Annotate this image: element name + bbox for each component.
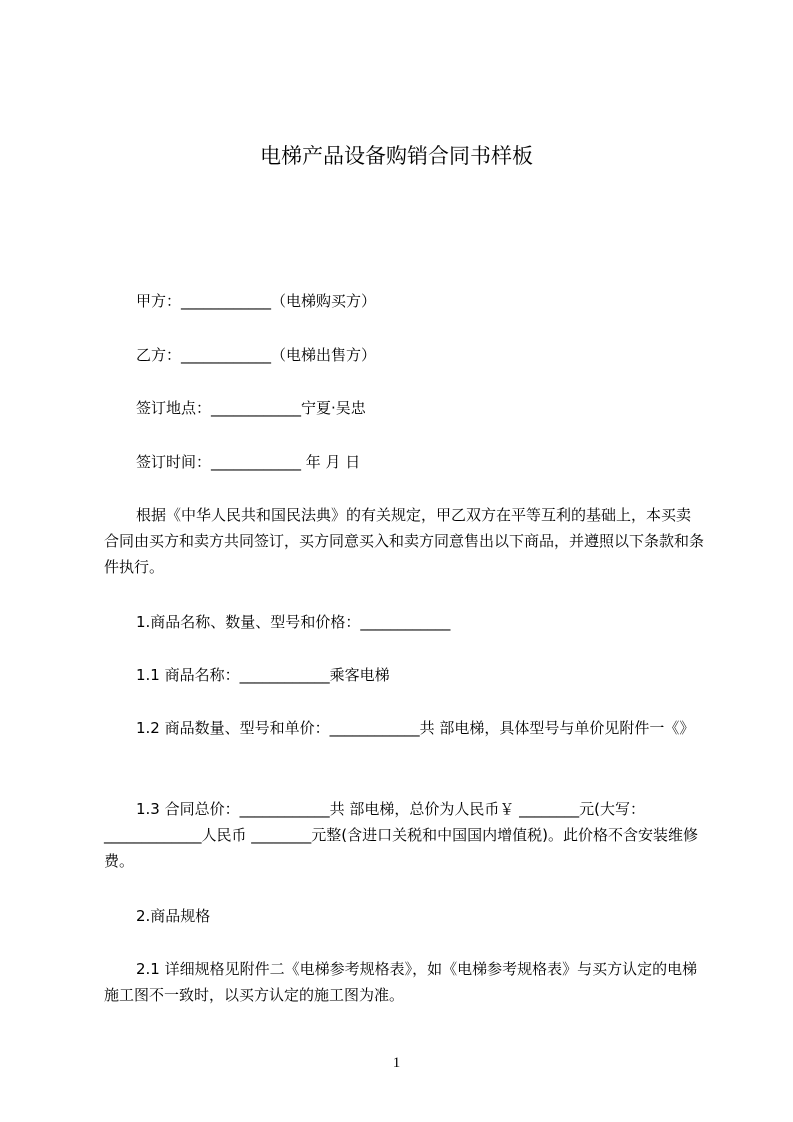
page-number: 1 [392,1055,401,1071]
section-1-1: 1.1 商品名称：____________乘客电梯 [136,666,390,684]
party-a-line: 甲方：____________（电梯购买方） [136,292,377,310]
sign-place-line: 签订地点：____________宁夏·吴忠 [136,399,366,417]
section-2-1: 2.1 详细规格见附件二《电梯参考规格表》，如《电梯参考规格表》与买方认定的电梯施工图不一致时，以买方认定的施工图为准。 [104,960,698,1004]
document-title: 电梯产品设备购销合同书样板 [260,144,533,168]
section-1-heading: 1.商品名称、数量、型号和价格：____________ [136,613,451,631]
section-1-3: 1.3 合同总价：____________共 部电梯，总价为人民币￥ ________元(大写：_____________人民币 ________元整(含进口关税和中国国内增值税)。此价格不含安装维修费。 [104,800,698,870]
sign-time-line: 签订时间：____________ 年 月 日 [136,453,361,471]
intro-paragraph: 根据《中华人民共和国民法典》的有关规定，甲乙双方在平等互利的基础上，本买卖合同由买方和卖方共同签订，买方同意买入和卖方同意售出以下商品，并遵照以下条款和条件执行。 [104,506,705,576]
party-b-line: 乙方：____________（电梯出售方） [136,346,377,364]
section-2-heading: 2.商品规格 [136,907,211,925]
section-1-2: 1.2 商品数量、型号和单价：____________共 部电梯，具体型号与单价见附件一《》 [136,719,695,737]
